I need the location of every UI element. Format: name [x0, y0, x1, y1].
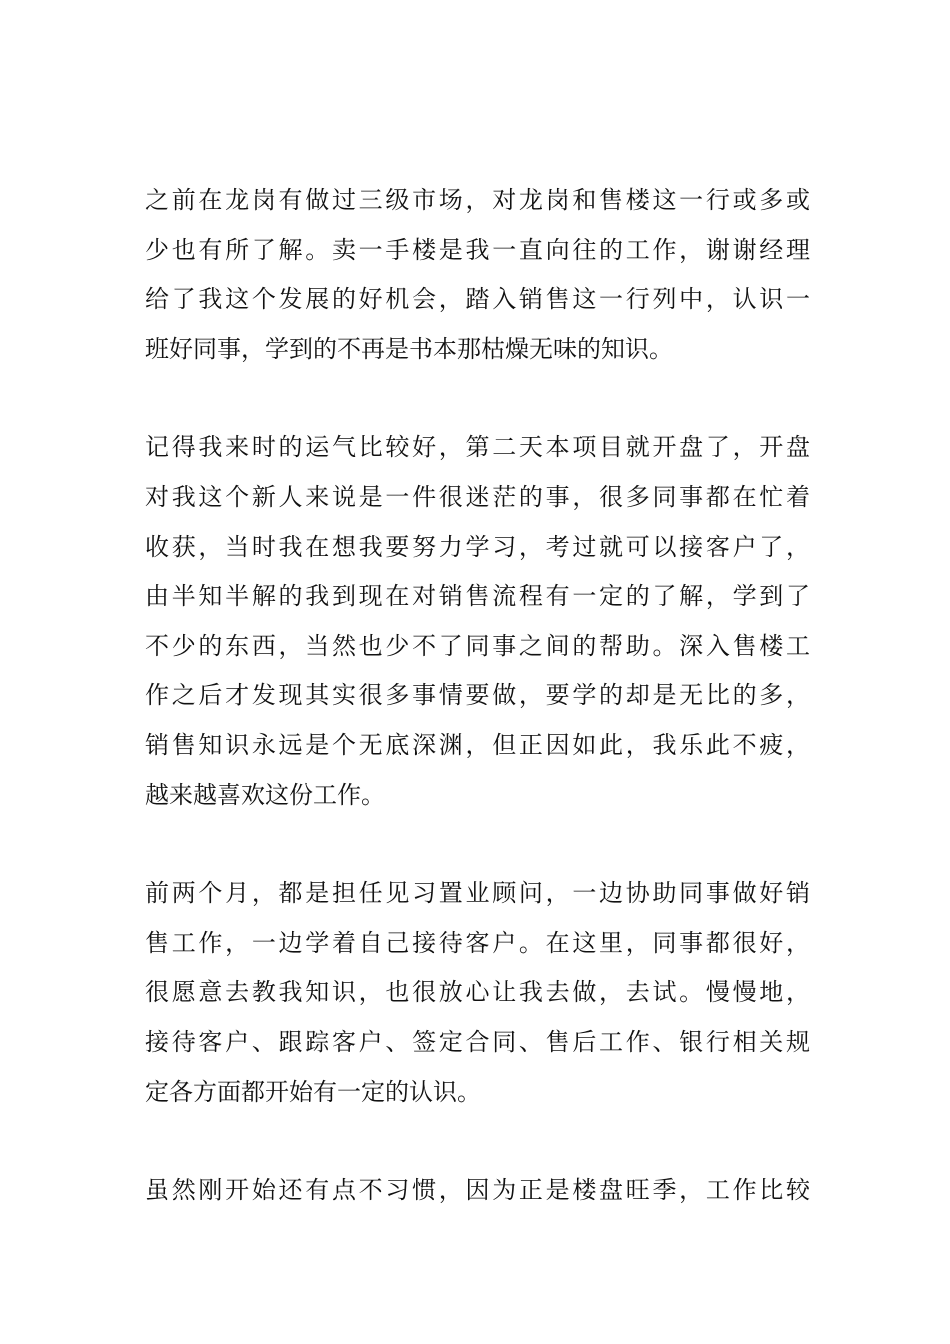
document-body — [145, 176, 810, 1265]
text-line: 记得我来时的运气比较好，第二天本项目就开盘了，开盘 — [145, 433, 810, 462]
text-line: 对我这个新人来说是一件很迷茫的事，很多同事都在忙着 — [145, 482, 810, 511]
text-line: 不少的东西，当然也少不了同事之间的帮助。深入售楼工 — [145, 631, 810, 660]
paragraph-4 — [145, 1166, 810, 1216]
paragraph-3 — [145, 869, 810, 1117]
text-line: 售工作，一边学着自己接待客户。在这里，同事都很好， — [145, 928, 810, 957]
paragraph-1 — [145, 176, 810, 374]
text-line: 定各方面都开始有一定的认识。 — [145, 1077, 481, 1106]
text-line: 虽然刚开始还有点不习惯，因为正是楼盘旺季，工作比较 — [145, 1176, 810, 1205]
text-line: 少也有所了解。卖一手楼是我一直向往的工作，谢谢经理 — [145, 235, 810, 264]
text-line: 给了我这个发展的好机会，踏入销售这一行列中，认识一 — [145, 285, 810, 314]
text-line: 销售知识永远是个无底深渊，但正因如此，我乐此不疲， — [145, 730, 810, 759]
text-line: 收获，当时我在想我要努力学习，考过就可以接客户了， — [145, 532, 810, 561]
paragraph-2 — [145, 423, 810, 820]
text-line: 接待客户、跟踪客户、签定合同、售后工作、银行相关规 — [145, 1027, 810, 1056]
text-line: 之前在龙岗有做过三级市场，对龙岗和售楼这一行或多或 — [145, 186, 810, 214]
text-line: 越来越喜欢这份工作。 — [145, 780, 385, 809]
text-line: 前两个月，都是担任见习置业顾问，一边协助同事做好销 — [145, 879, 810, 908]
text-line: 作之后才发现其实很多事情要做，要学的却是无比的多， — [145, 681, 810, 710]
text-line: 很愿意去教我知识，也很放心让我去做，去试。慢慢地， — [145, 978, 810, 1007]
text-line: 由半知半解的我到现在对销售流程有一定的了解，学到了 — [145, 582, 810, 611]
text-line: 班好同事，学到的不再是书本那枯燥无味的知识。 — [145, 334, 673, 363]
